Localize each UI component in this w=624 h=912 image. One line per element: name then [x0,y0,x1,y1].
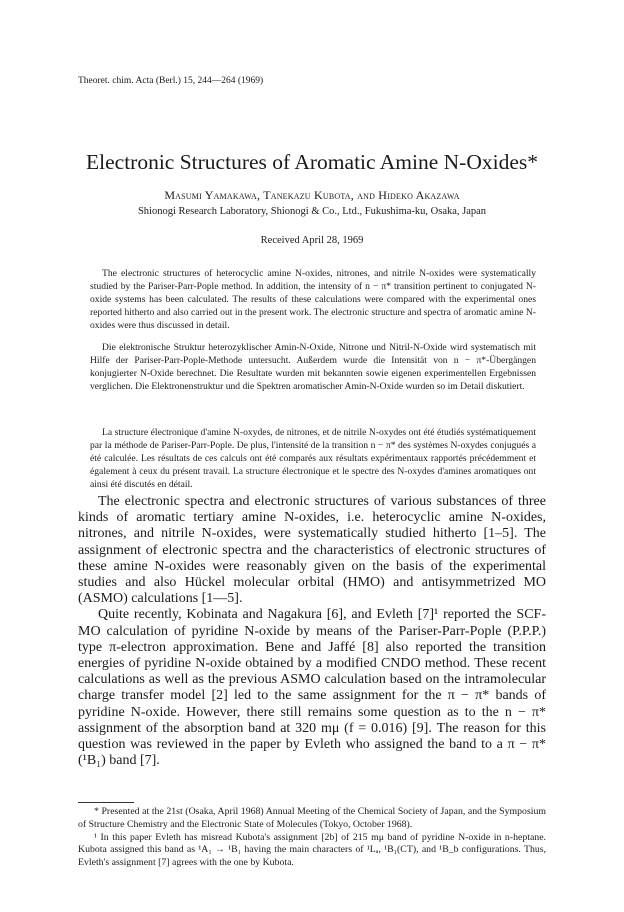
footnote-1: ¹ In this paper Evleth has misread Kubota's assignment [2b] of 215 mμ band of pyridine N-oxide in n-heptane. Kubota assigned this band as ¹A₁ → ¹B₁ having the main characters of ¹Lₐ, ¹B₁(CT), and ¹B_b configurations. Thus, Evleth's assignment [7] agrees with the one by Kubota. [78,831,546,869]
abstract-german [90,341,536,393]
abstract-english-text: The electronic structures of heterocyclic amine N-oxides, nitrones, and nitrile N-oxides were systematically studied by the Pariser-Parr-Pople method. In addition, the intensity of n − π* transition pertinent to conjugated N-oxide systems has been calculated. The results of these calculations were compared with the experimental ones reported hitherto and also carried out in the present work. The electronic structure and spectra of aromatic amine N-oxides were thus discussed in detail. [90,268,536,332]
body-text [78,494,546,769]
footnote-divider [78,802,134,803]
abstract-english [90,267,536,332]
body-paragraph-1: The electronic spectra and electronic structures of various substances of three kinds of aromatic tertiary amine N-oxides, i.e. heterocyclic amine N-oxides, nitrones, and nitrile N-oxides, were systematically studied hitherto [1–5]. The assignment of electronic spectra and the characteristics of electronic structures of these amine N-oxides were reasonably given on the basis of the experimental studies and also Hückel molecular orbital (HMO) and antisymmetrized MO (ASMO) calculations [1—5]. [78,494,546,607]
paper-title: Electronic Structures of Aromatic Amine N-Oxides* [86,150,538,174]
body-paragraph-2: Quite recently, Kobinata and Nagakura [6], and Evleth [7]¹ reported the SCF-MO calculation of pyridine N-oxide by means of the Pariser-Parr-Pople (P.P.P.) type π-electron approximation. Bene and Jaffé [8] also reported the transition energies of pyridine N-oxide obtained by a modified CNDO method. These recent calculations as well as the previous ASMO calculation based on the intramolecular charge transfer model [2] led to the same assignment for the π − π* bands of pyridine N-oxide. However, there still remains some question as to the n − π* assignment of the absorption band at 320 mμ (f = 0.016) [9]. The reason for this question was reviewed in the paper by Evleth who assigned the band to a π − π*(¹B₁) band [7]. [78,607,546,769]
author-list: Masumi Yamakawa, Tanekazu Kubota, and Hideko Akazawa [164,188,460,202]
journal-reference: Theoret. chim. Acta (Berl.) 15, 244—264 (1969) [78,76,264,86]
abstract-french [90,426,536,491]
footnotes [78,806,546,870]
abstract-german-text: Die elektronische Struktur heterozyklischer Amin-N-Oxide, Nitrone und Nitril-N-Oxide wird systematisch mit Hilfe der Pariser-Parr-Pople-Methode untersucht. Außerdem wurde die Intensität von n − π*-Übergängen konjugierter N-Oxide berechnet. Die Resultate wurden mit bekannten sowie eigenen experimentellen Ergebnissen verglichen. Die Elektronenstruktur und die Spektren aromatischer Amin-N-Oxide wurden so im Detail diskutiert. [90,342,536,393]
received-date: Received April 28, 1969 [260,235,364,246]
footnote-star: * Presented at the 21st (Osaka, April 1968) Annual Meeting of the Chemical Society of Japan, and the Symposium of Structure Chemistry and the Electronic State of Molecules (Tokyo, October 1968). [78,806,546,830]
affiliation: Shionogi Research Laboratory, Shionogi & Co., Ltd., Fukushima-ku, Osaka, Japan [137,206,487,217]
abstract-french-text: La structure électronique d'amine N-oxydes, de nitrones, et de nitrile N-oxydes ont été étudiés systématiquement par la méthode de Pariser-Parr-Pople. De plus, l'intensité de la transition n − π* des systèmes N-oxydes conjugués a été calculée. Les résultats de ces calculs ont été comparés aux résultats expérimentaux rapportés précédemment et également à ceux du présent travail. La structure électronique et le spectre des N-oxydes d'amines aromatiques ont ainsi été discutés en détail. [90,427,536,491]
